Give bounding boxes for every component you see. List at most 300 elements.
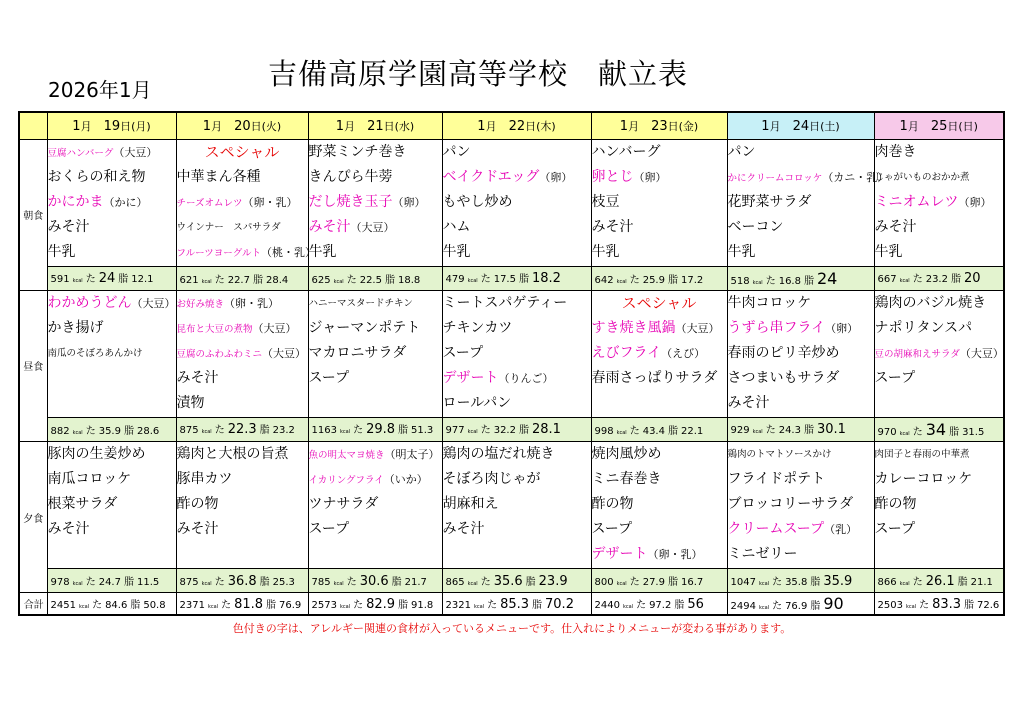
- menu-item-name: 焼肉風炒め: [591, 446, 662, 463]
- menu-item-name: スープ: [442, 344, 484, 361]
- menu-item-name: 鶏肉のトマトソースかけ: [727, 449, 832, 461]
- nutrition-cell: [591, 569, 727, 593]
- menu-item: [875, 492, 1004, 517]
- fat-unit: 脂: [667, 274, 678, 286]
- protein-value: 16.8: [778, 275, 801, 287]
- nutrition-values: [878, 573, 1002, 589]
- menu-item-name: ハニーマスタードチキン: [308, 297, 413, 309]
- fat-value: 23.2: [272, 425, 295, 437]
- protein-unit: た: [92, 600, 103, 612]
- kcal-value: 591: [50, 274, 70, 286]
- nutrition-values: [312, 573, 440, 589]
- menu-item: [875, 467, 1004, 492]
- fat-unit: 脂: [810, 601, 821, 613]
- menu-item-name: 春雨さっぱりサラダ: [591, 369, 718, 386]
- menu-item-name: 豚串カツ: [176, 471, 233, 488]
- fat-value: 28.4: [265, 274, 289, 286]
- menu-item-name: みそ汁: [47, 521, 90, 538]
- fat-value: 50.8: [143, 600, 166, 612]
- allergen-note: （大豆）: [675, 321, 720, 335]
- protein-value: 76.9: [785, 601, 808, 613]
- fat-unit: 脂: [123, 577, 134, 589]
- menu-table: [18, 111, 1005, 616]
- menu-item-name: 肉団子と春雨の中華煮: [874, 449, 970, 461]
- menu-item: [176, 240, 316, 265]
- lunch-menu-cell: [591, 290, 727, 417]
- menu-item-name: パン: [442, 143, 471, 160]
- day-header: 1月 22日(木): [442, 112, 591, 139]
- menu-item: [48, 492, 176, 517]
- fat-value: 56: [687, 596, 704, 612]
- menu-item-name: ミニゼリー: [727, 546, 798, 563]
- menu-item: [309, 240, 442, 265]
- menu-item-name: 鶏肉のバジル焼き: [874, 294, 987, 311]
- breakfast-menu-row: [19, 139, 1004, 266]
- fat-unit: 脂: [118, 274, 129, 286]
- menu-item-name: きんぴら牛蒡: [308, 168, 393, 185]
- protein-unit: た: [629, 274, 640, 286]
- protein-unit: た: [772, 576, 783, 588]
- menu-item: [728, 140, 874, 165]
- kcal-unit: kcal: [899, 580, 910, 587]
- nutrition-values: [51, 270, 174, 286]
- allergen-note: （大豆）: [262, 346, 307, 360]
- kcal-unit: kcal: [467, 429, 478, 436]
- menu-item-name: ブロッコリーサラダ: [727, 496, 854, 513]
- nutrition-values: [446, 270, 589, 286]
- fat-value: 25.3: [272, 576, 295, 588]
- nutrition-values: [51, 573, 174, 588]
- kcal-value: 865: [445, 576, 465, 588]
- kcal-unit: kcal: [207, 603, 219, 610]
- kcal-unit: kcal: [78, 604, 90, 611]
- protein-unit: た: [480, 576, 491, 588]
- menu-item: [592, 442, 727, 467]
- menu-item-name: 根菜サラダ: [47, 496, 118, 513]
- kcal-unit: kcal: [333, 580, 344, 587]
- lunch-menu-cell: [727, 290, 874, 417]
- allergen-note: （りんご）: [498, 371, 554, 385]
- protein-value: 17.5: [493, 274, 516, 286]
- menu-item-name: ミニ春巻き: [591, 471, 662, 488]
- menu-item: [177, 467, 308, 492]
- fat-value: 17.2: [680, 274, 704, 286]
- lunch-menu-cell: [47, 290, 176, 417]
- menu-item: [592, 542, 727, 567]
- protein-unit: た: [214, 425, 225, 437]
- kcal-unit: kcal: [72, 278, 83, 285]
- menu-item-name: 春雨のピリ辛炒め: [727, 344, 840, 361]
- menu-item: [443, 391, 591, 416]
- menu-item-name: ウインナー スパサラダ: [176, 221, 281, 233]
- lunch-label: 昼食: [19, 290, 47, 441]
- nutrition-cell: [727, 417, 874, 441]
- kcal-value: 625: [311, 274, 331, 286]
- protein-value: 81.8: [234, 596, 264, 612]
- menu-item: [592, 341, 727, 366]
- fat-unit: 脂: [259, 425, 270, 437]
- menu-item-name: スープ: [308, 521, 350, 538]
- dinner-menu-cell: [47, 442, 176, 569]
- protein-unit: た: [765, 425, 776, 437]
- kcal-unit: kcal: [201, 429, 212, 436]
- menu-item: [48, 316, 176, 341]
- menu-item: [728, 341, 874, 366]
- nutrition-cell: [176, 417, 308, 441]
- kcal-unit: kcal: [899, 278, 910, 285]
- menu-item-name: フルーツヨーグルト: [176, 247, 261, 259]
- allergen-note: （卵）: [633, 170, 667, 184]
- protein-unit: た: [629, 425, 640, 437]
- fat-unit: 脂: [525, 576, 536, 588]
- menu-item-name: カレーコロッケ: [874, 471, 973, 488]
- fat-value: 18.8: [397, 274, 421, 286]
- protein-value: 97.2: [649, 599, 672, 611]
- menu-item: [728, 542, 874, 567]
- lunch-menu-cell: [442, 290, 591, 417]
- protein-unit: た: [85, 577, 96, 589]
- protein-unit: た: [85, 274, 96, 286]
- kcal-unit: kcal: [72, 429, 83, 436]
- total-nutrition-cell: [727, 593, 874, 615]
- nutrition-values: [312, 596, 440, 612]
- breakfast-menu-cell: [47, 139, 176, 266]
- fat-value: 72.6: [977, 599, 1000, 611]
- menu-item-name: 牛乳: [874, 243, 903, 260]
- menu-item-name: みそ汁: [874, 218, 917, 235]
- menu-item-name: ロールパン: [442, 394, 512, 411]
- menu-item-name: 牛乳: [591, 243, 620, 260]
- fat-value: 35.9: [823, 573, 853, 589]
- protein-value: 30.6: [359, 573, 389, 589]
- nutrition-values: [595, 573, 725, 588]
- menu-item-name: パン: [727, 143, 756, 160]
- menu-item-name: 牛乳: [47, 243, 76, 260]
- menu-item: [48, 467, 176, 492]
- menu-item-name: みそ汁: [308, 218, 351, 235]
- menu-item: [177, 291, 308, 316]
- menu-item: [443, 316, 591, 341]
- fat-value: 70.2: [545, 596, 574, 612]
- dinner-menu-cell: [308, 442, 442, 569]
- menu-item-name: 牛乳: [727, 243, 756, 260]
- menu-item: [875, 291, 1004, 316]
- allergen-note: （大豆）: [350, 220, 395, 234]
- protein-value: 22.7: [227, 274, 250, 286]
- protein-unit: た: [772, 601, 783, 613]
- kcal-value: 800: [594, 577, 614, 589]
- total-nutrition-cell: [47, 593, 176, 615]
- kcal-value: 882: [50, 425, 70, 437]
- day-header-row: [19, 112, 1004, 139]
- allergen-note: （カニ・乳）: [822, 170, 889, 184]
- fat-value: 28.6: [136, 425, 160, 437]
- dinner-menu-cell: [176, 442, 308, 569]
- menu-item-name: ミートスパゲティー: [442, 294, 568, 311]
- nutrition-cell: [308, 266, 442, 290]
- fat-unit: 脂: [259, 576, 270, 588]
- dinner-nutrition-row: [19, 569, 1004, 593]
- nutrition-values: [180, 573, 306, 589]
- kcal-unit: kcal: [758, 580, 770, 587]
- menu-item: [443, 517, 591, 542]
- menu-item: [309, 366, 442, 391]
- fat-unit: 脂: [266, 599, 277, 611]
- total-label: 合計: [19, 593, 47, 615]
- protein-unit: た: [629, 577, 640, 589]
- kcal-value: 929: [730, 425, 750, 437]
- nutrition-values: [595, 271, 725, 286]
- kcal-value: 2321: [445, 599, 471, 611]
- menu-item-name: 豆腐ハンバーグ: [47, 147, 114, 159]
- lunch-menu-cell: [308, 290, 442, 417]
- kcal-value: 866: [877, 576, 897, 588]
- menu-item-name: 酢の物: [591, 496, 634, 513]
- menu-item: [177, 190, 308, 215]
- total-nutrition-cell: [874, 593, 1004, 615]
- protein-value: 27.9: [642, 577, 665, 589]
- nutrition-values: [51, 422, 174, 437]
- nutrition-cell: [47, 569, 176, 593]
- kcal-value: 998: [594, 425, 614, 437]
- menu-item-name: みそ汁: [591, 218, 634, 235]
- lunch-menu-row: [19, 290, 1004, 417]
- fat-value: 76.9: [279, 599, 302, 611]
- menu-item-name: デザート: [591, 546, 648, 563]
- nutrition-cell: [442, 417, 591, 441]
- menu-item-name: ハム: [442, 218, 471, 235]
- menu-item-name: 牛肉コロッケ: [727, 294, 812, 311]
- menu-item-name: すき焼き風鍋: [591, 319, 676, 336]
- protein-value: 32.2: [493, 425, 516, 437]
- menu-item: [728, 366, 874, 391]
- protein-unit: た: [85, 425, 96, 437]
- protein-unit: た: [912, 576, 923, 588]
- kcal-unit: kcal: [899, 430, 910, 437]
- menu-item: [875, 165, 1004, 190]
- menu-item: [592, 165, 727, 190]
- protein-unit: た: [912, 274, 923, 286]
- menu-item: [875, 366, 1004, 391]
- menu-item: [48, 190, 176, 215]
- menu-item-name: スープ: [591, 521, 633, 538]
- menu-item-name: かにクリームコロッケ: [727, 172, 823, 184]
- nutrition-cell: [874, 569, 1004, 593]
- menu-item: [48, 215, 176, 240]
- menu-item-name: だし焼き玉子: [308, 193, 393, 210]
- allergen-note: （卵）: [539, 170, 573, 184]
- menu-item: [177, 215, 308, 240]
- menu-item: [875, 341, 1004, 366]
- nutrition-values: [446, 596, 589, 612]
- menu-item-name: スープ: [874, 369, 916, 386]
- nutrition-values: [595, 596, 725, 612]
- menu-item: [443, 492, 591, 517]
- menu-item-name: うずら串フライ: [727, 319, 826, 336]
- menu-item: [443, 215, 591, 240]
- fat-unit: 脂: [130, 600, 141, 612]
- kcal-unit: kcal: [473, 603, 485, 610]
- menu-item-name: 酢の物: [874, 496, 917, 513]
- total-nutrition-cell: [591, 593, 727, 615]
- nutrition-values: [180, 271, 306, 286]
- menu-item-name: ジャーマンポテト: [308, 319, 421, 336]
- kcal-value: 2451: [50, 600, 76, 612]
- menu-item-name: 中華まん各種: [176, 168, 261, 185]
- allergen-note: （卵・乳）: [242, 195, 298, 209]
- menu-item: [177, 341, 308, 366]
- kcal-value: 875: [179, 576, 199, 588]
- menu-item: [592, 190, 727, 215]
- kcal-value: 479: [445, 274, 465, 286]
- fat-value: 51.3: [411, 425, 434, 437]
- menu-item: [443, 366, 591, 391]
- menu-item-name: みそ汁: [176, 521, 219, 538]
- menu-item: [48, 240, 176, 265]
- nutrition-cell: [874, 417, 1004, 441]
- dinner-label: 夕食: [19, 442, 47, 593]
- menu-item: [728, 190, 874, 215]
- menu-item-name: 胡麻和え: [442, 496, 499, 513]
- menu-item-name: ミニオムレツ: [874, 193, 959, 210]
- kcal-value: 977: [445, 425, 465, 437]
- menu-item: [177, 517, 308, 542]
- nutrition-values: [446, 573, 589, 589]
- protein-value: 24.7: [98, 577, 121, 589]
- menu-item-name: えびフライ: [591, 344, 662, 361]
- protein-value: 24: [98, 271, 116, 287]
- menu-item: [177, 442, 308, 467]
- breakfast-menu-cell: [874, 139, 1004, 266]
- menu-item: [443, 165, 591, 190]
- menu-item-name: お好み焼き: [176, 298, 225, 310]
- menu-item: [309, 165, 442, 190]
- menu-item-name: 鶏肉の塩だれ焼き: [442, 446, 555, 463]
- kcal-unit: kcal: [339, 429, 351, 436]
- menu-item: [728, 316, 874, 341]
- dinner-menu-cell: [591, 442, 727, 569]
- nutrition-values: [731, 573, 872, 589]
- menu-item: [443, 291, 591, 316]
- kcal-unit: kcal: [758, 605, 770, 612]
- menu-item-name: 牛乳: [442, 243, 471, 260]
- protein-unit: た: [912, 426, 923, 438]
- protein-value: 35.9: [98, 425, 121, 437]
- menu-item: [728, 240, 874, 265]
- nutrition-values: [878, 270, 1002, 286]
- total-nutrition-cell: [176, 593, 308, 615]
- menu-item: [309, 140, 442, 165]
- menu-item: [443, 467, 591, 492]
- menu-item: [592, 492, 727, 517]
- menu-item-name: 花野菜サラダ: [727, 193, 812, 210]
- menu-item: [875, 240, 1004, 265]
- total-nutrition-cell: [442, 593, 591, 615]
- breakfast-nutrition-row: [19, 266, 1004, 290]
- total-nutrition-cell: [308, 593, 442, 615]
- menu-item-name: そぼろ肉じゃが: [442, 471, 541, 488]
- allergen-note: （えび）: [661, 346, 706, 360]
- kcal-unit: kcal: [339, 603, 351, 610]
- menu-item-name: スープ: [308, 369, 350, 386]
- allergen-note: （卵）: [392, 195, 426, 209]
- menu-item: [592, 240, 727, 265]
- nutrition-cell: [442, 266, 591, 290]
- menu-item: [48, 341, 176, 366]
- fat-value: 16.7: [680, 577, 704, 589]
- nutrition-values: [731, 421, 872, 437]
- protein-unit: た: [214, 576, 225, 588]
- allergen-note: （かに）: [103, 195, 148, 209]
- menu-item: [728, 215, 874, 240]
- breakfast-menu-cell: [591, 139, 727, 266]
- protein-value: 22.3: [227, 422, 257, 438]
- kcal-value: 621: [179, 274, 199, 286]
- fat-unit: 脂: [957, 576, 968, 588]
- fat-unit: 脂: [810, 576, 821, 588]
- kcal-unit: kcal: [905, 603, 917, 610]
- nutrition-values: [51, 596, 174, 611]
- nutrition-values: [180, 421, 306, 437]
- menu-item-name: 枝豆: [591, 193, 620, 210]
- allergen-note: （卵・乳）: [647, 548, 703, 562]
- menu-item: [592, 316, 727, 341]
- menu-item-name: ナポリタンスパ: [874, 319, 973, 336]
- kcal-unit: kcal: [622, 603, 634, 610]
- protein-value: 34: [925, 419, 947, 439]
- menu-item: [177, 391, 308, 416]
- menu-item: [592, 291, 727, 316]
- menu-item-name: みそ汁: [47, 218, 90, 235]
- menu-item-name: 豆腐のふわふわミニ: [176, 348, 263, 360]
- protein-unit: た: [765, 275, 776, 287]
- fat-unit: 脂: [803, 425, 814, 437]
- fat-unit: 脂: [518, 425, 529, 437]
- fat-value: 28.1: [531, 422, 561, 438]
- protein-value: 43.4: [642, 425, 665, 437]
- protein-value: 85.3: [500, 596, 530, 612]
- menu-item-name: じゃがいものおかか煮: [874, 171, 970, 183]
- breakfast-menu-cell: [727, 139, 889, 266]
- protein-value: 26.1: [925, 573, 955, 589]
- menu-item-name: みそ汁: [727, 394, 770, 411]
- menu-item-name: かにかま: [47, 193, 104, 210]
- protein-unit: た: [353, 599, 364, 611]
- page-title: 吉備高原学園高等学校 献立表: [268, 57, 689, 91]
- breakfast-menu-cell: [176, 139, 316, 266]
- allergen-note: （卵）: [958, 195, 992, 209]
- fat-value: 24: [816, 268, 838, 288]
- kcal-unit: kcal: [72, 581, 83, 588]
- menu-item-name: 南瓜コロッケ: [47, 471, 132, 488]
- kcal-value: 2371: [179, 599, 205, 611]
- fat-value: 11.5: [136, 577, 160, 589]
- menu-item-name: フライドポテト: [727, 471, 826, 488]
- menu-item-name: かき揚げ: [47, 319, 104, 336]
- protein-value: 83.3: [932, 596, 962, 612]
- menu-item-name: みそ汁: [176, 369, 219, 386]
- nutrition-cell: [308, 569, 442, 593]
- menu-item-name: 南瓜のそぼろあんかけ: [47, 347, 143, 359]
- menu-item: [177, 140, 308, 165]
- fat-value: 22.1: [680, 425, 704, 437]
- protein-unit: た: [353, 425, 364, 437]
- menu-item: [875, 190, 1004, 215]
- protein-value: 29.8: [366, 422, 396, 438]
- menu-item: [309, 215, 442, 240]
- menu-item: [48, 442, 176, 467]
- nutrition-values: [180, 596, 306, 612]
